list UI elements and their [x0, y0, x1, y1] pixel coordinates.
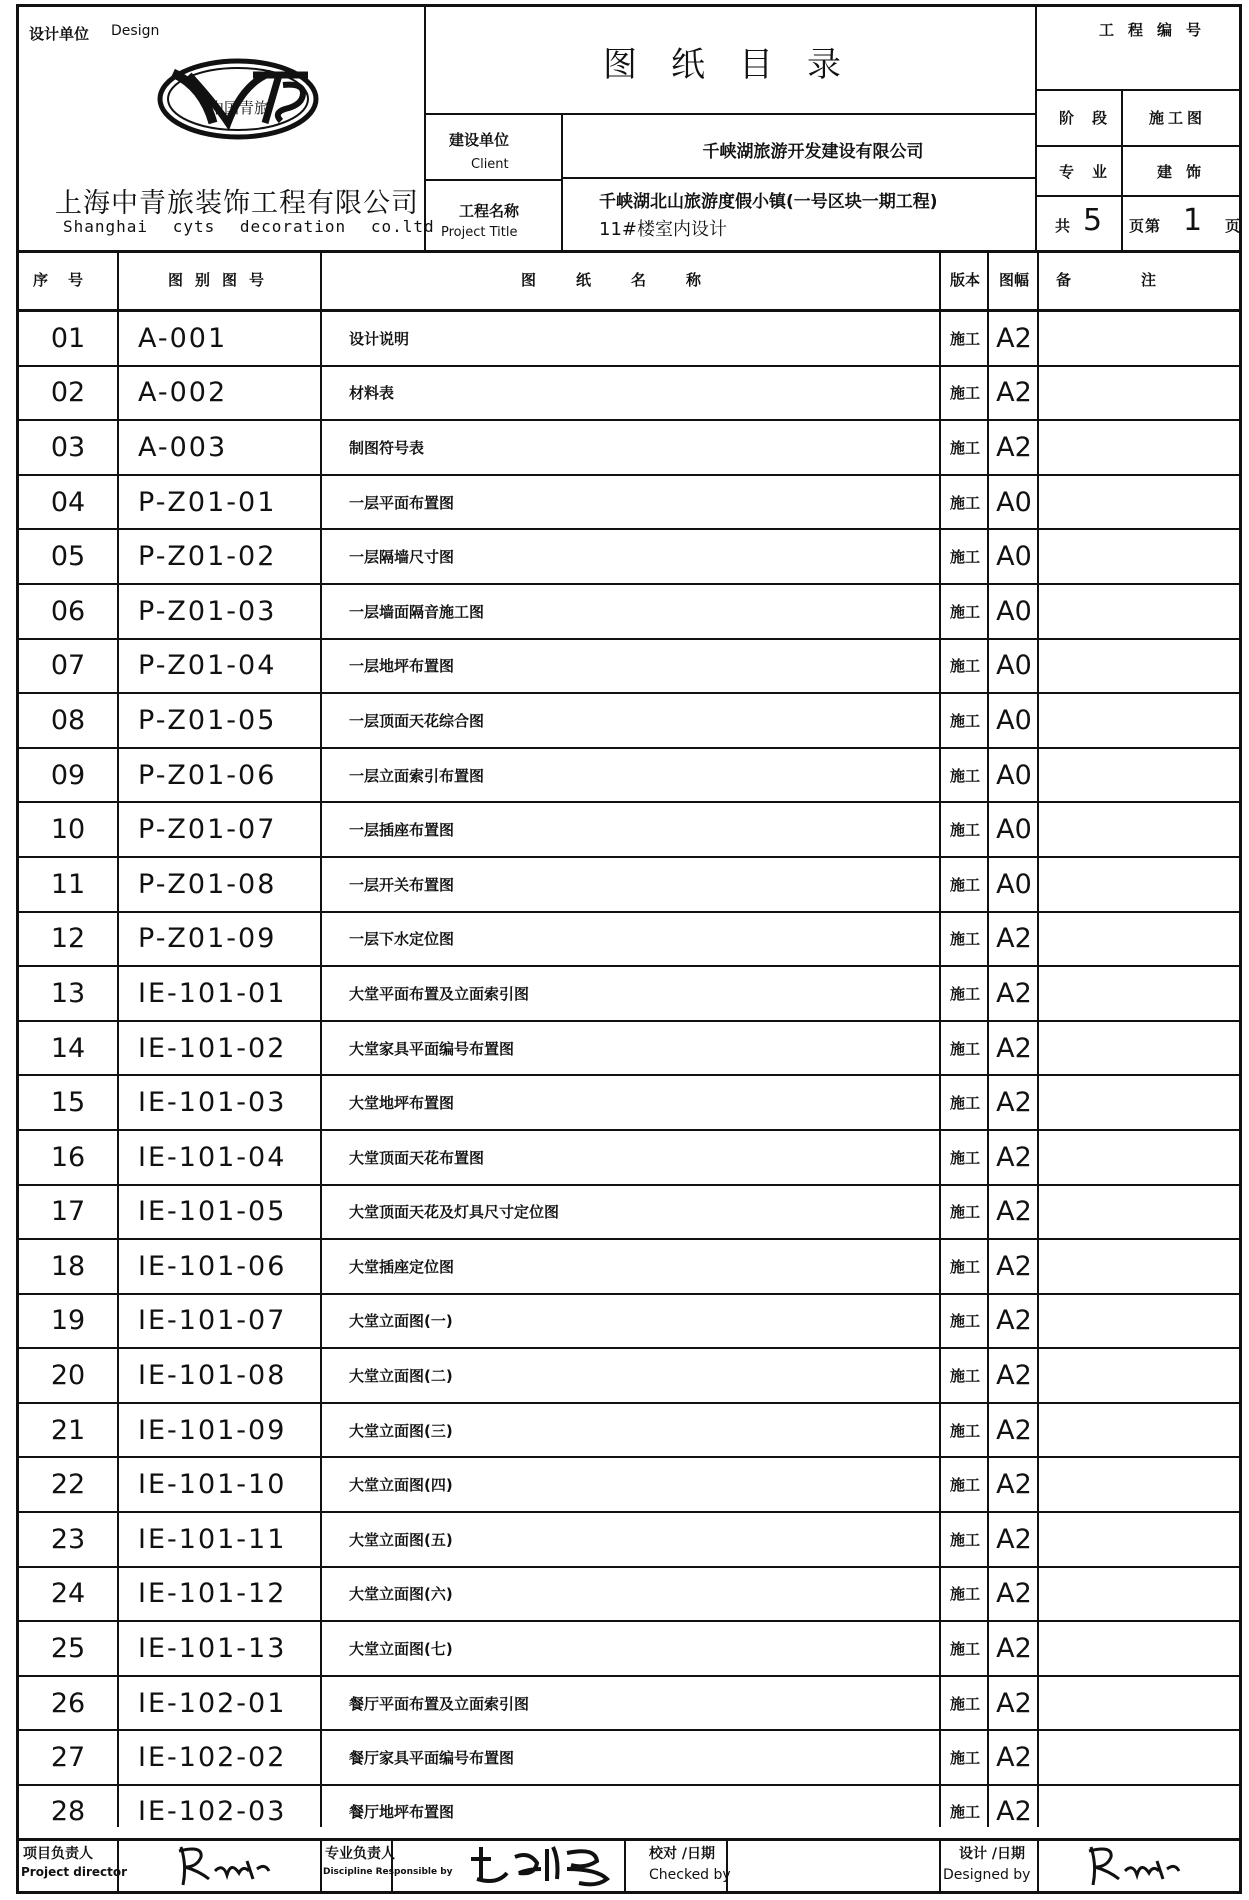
discipline-label: 专业	[1059, 163, 1126, 181]
drawing-note	[1043, 530, 1239, 583]
drawing-code: A-002	[138, 377, 228, 409]
page-number: 1	[1183, 203, 1203, 238]
drawing-sheet	[16, 4, 1242, 1894]
drawing-version: 施工	[949, 1094, 980, 1113]
drawing-code: IE-101-09	[138, 1414, 287, 1446]
row-number: 23	[50, 1523, 86, 1555]
table-row	[19, 749, 1239, 804]
drawing-code: IE-101-04	[138, 1141, 287, 1173]
drawing-name: 一层墙面隔音施工图	[349, 602, 485, 621]
company-logo	[153, 53, 323, 145]
drawing-note	[1043, 1131, 1239, 1184]
drawing-size: A2	[996, 1141, 1032, 1173]
row-number: 05	[50, 541, 86, 573]
drawing-code: P-Z01-06	[138, 759, 277, 791]
drawing-name: 大堂平面布置及立面索引图	[349, 984, 530, 1003]
drawing-name: 制图符号表	[349, 438, 425, 457]
drawing-note	[1043, 858, 1239, 911]
drawing-name: 一层插座布置图	[349, 821, 455, 840]
row-number: 22	[50, 1469, 86, 1501]
drawing-note	[1043, 640, 1239, 693]
drawing-code: P-Z01-05	[138, 704, 277, 736]
drawing-name: 大堂立面图(四)	[349, 1476, 453, 1495]
drawing-note	[1043, 585, 1239, 638]
drawing-note	[1043, 1240, 1239, 1293]
drawing-name: 一层平面布置图	[349, 493, 455, 512]
table-row	[19, 640, 1239, 695]
client-label: 建设单位	[449, 131, 510, 149]
drawing-name: 餐厅平面布置及立面索引图	[349, 1694, 530, 1713]
drawing-name: 餐厅地坪布置图	[349, 1803, 455, 1822]
drawing-code: IE-101-13	[138, 1633, 287, 1665]
drawing-code: P-Z01-09	[138, 923, 277, 955]
table-row	[19, 1677, 1239, 1732]
discipline-signature	[467, 1839, 627, 1891]
drawing-size: A0	[996, 814, 1032, 846]
table-row	[19, 1786, 1239, 1841]
drawing-name: 一层下水定位图	[349, 930, 455, 949]
drawing-size: A2	[996, 1360, 1032, 1392]
drawing-name: 材料表	[349, 384, 395, 403]
drawing-code: IE-102-02	[138, 1742, 287, 1774]
table-row	[19, 1731, 1239, 1786]
row-number: 12	[50, 923, 86, 955]
table-row	[19, 530, 1239, 585]
row-number: 03	[50, 431, 86, 463]
drawing-size: A2	[996, 1032, 1032, 1064]
drawing-note	[1043, 1022, 1239, 1075]
drawing-version: 施工	[949, 1803, 980, 1822]
table-row	[19, 1513, 1239, 1568]
drawing-note	[1043, 421, 1239, 474]
table-row	[19, 1349, 1239, 1404]
project-name-line2: 11#楼室内设计	[599, 219, 727, 240]
table-row	[19, 1568, 1239, 1623]
drawing-version: 施工	[949, 1312, 980, 1331]
project-no-label: 工程编号	[1099, 21, 1216, 39]
row-number: 18	[50, 1250, 86, 1282]
drawing-code: IE-101-05	[138, 1196, 287, 1228]
table-row	[19, 585, 1239, 640]
row-number: 25	[50, 1633, 86, 1665]
drawing-size: A2	[996, 1523, 1032, 1555]
drawing-name: 餐厅家具平面编号布置图	[349, 1749, 515, 1768]
company-name-en: Shanghai cyts decoration co.ltd	[63, 217, 435, 236]
project-name-line1: 千峡湖北山旅游度假小镇(一号区块一期工程)	[599, 192, 938, 212]
design-unit-label: 设计单位	[29, 25, 90, 43]
drawing-size: A0	[996, 595, 1032, 627]
row-number: 27	[50, 1742, 86, 1774]
drawing-version: 施工	[949, 438, 980, 457]
row-number: 21	[50, 1414, 86, 1446]
drawing-note	[1043, 1622, 1239, 1675]
drawing-code: IE-101-01	[138, 977, 287, 1009]
col-name: 图纸名称	[520, 271, 741, 289]
drawing-note	[1043, 967, 1239, 1020]
drawing-name: 一层开关布置图	[349, 875, 455, 894]
drawing-version: 施工	[949, 1148, 980, 1167]
col-version: 版本	[949, 271, 980, 289]
drawing-version: 施工	[949, 1585, 980, 1604]
drawing-code: P-Z01-01	[138, 486, 277, 518]
table-row	[19, 967, 1239, 1022]
table-row	[19, 1295, 1239, 1350]
total-label: 共	[1055, 217, 1071, 235]
drawing-version: 施工	[949, 1749, 980, 1768]
drawing-note	[1043, 1076, 1239, 1129]
drawing-name: 大堂立面图(五)	[349, 1530, 453, 1549]
table-row	[19, 803, 1239, 858]
total-pages: 5	[1083, 203, 1103, 238]
drawing-note	[1043, 749, 1239, 802]
table-row	[19, 694, 1239, 749]
drawing-size: A2	[996, 1687, 1032, 1719]
table-row	[19, 1240, 1239, 1295]
drawing-version: 施工	[949, 657, 980, 676]
drawing-code: IE-101-08	[138, 1360, 287, 1392]
drawing-name: 一层顶面天花综合图	[349, 711, 485, 730]
row-number: 16	[50, 1141, 86, 1173]
drawing-version: 施工	[949, 384, 980, 403]
drawing-size: A2	[996, 1305, 1032, 1337]
drawing-size: A0	[996, 650, 1032, 682]
row-number: 08	[50, 704, 86, 736]
drawing-size: A0	[996, 759, 1032, 791]
table-row	[19, 421, 1239, 476]
table-row	[19, 1076, 1239, 1131]
drawing-size: A0	[996, 486, 1032, 518]
table-header	[19, 253, 1239, 312]
document-title: 图纸目录	[603, 45, 875, 85]
table-row	[19, 1622, 1239, 1677]
drawing-code: IE-101-07	[138, 1305, 287, 1337]
drawing-version: 施工	[949, 1530, 980, 1549]
drawing-name: 大堂家具平面编号布置图	[349, 1039, 515, 1058]
drawing-name: 一层地坪布置图	[349, 657, 455, 676]
drawing-version: 施工	[949, 493, 980, 512]
stage-label: 阶段	[1059, 109, 1126, 127]
table-row	[19, 312, 1239, 367]
drawing-note	[1043, 694, 1239, 747]
drawing-size: A2	[996, 1250, 1032, 1282]
row-number: 09	[50, 759, 86, 791]
drawing-note	[1043, 1186, 1239, 1239]
page-unit2: 页	[1225, 217, 1241, 235]
drawing-note	[1043, 803, 1239, 856]
drawing-version: 施工	[949, 1421, 980, 1440]
drawing-code: IE-101-03	[138, 1087, 287, 1119]
page-unit: 页	[1129, 217, 1145, 235]
row-number: 10	[50, 814, 86, 846]
drawing-size: A2	[996, 1087, 1032, 1119]
drawing-size: A2	[996, 977, 1032, 1009]
table-row	[19, 476, 1239, 531]
drawing-note	[1043, 312, 1239, 365]
row-number: 19	[50, 1305, 86, 1337]
drawing-version: 施工	[949, 1257, 980, 1276]
drawing-version: 施工	[949, 1039, 980, 1058]
drawing-note	[1043, 1677, 1239, 1730]
drawing-version: 施工	[949, 1203, 980, 1222]
drawing-note	[1043, 367, 1239, 420]
drawing-name: 大堂立面图(六)	[349, 1585, 453, 1604]
drawing-size: A0	[996, 704, 1032, 736]
drawing-code: IE-102-03	[138, 1796, 287, 1828]
drawing-name: 设计说明	[349, 329, 410, 348]
drawing-size: A2	[996, 377, 1032, 409]
drawing-code: P-Z01-07	[138, 814, 277, 846]
drawing-size: A2	[996, 1414, 1032, 1446]
company-name-cn: 上海中青旅装饰工程有限公司	[55, 188, 419, 219]
drawing-version: 施工	[949, 1367, 980, 1386]
discipline-resp-label-en: Discipline Responsible by	[323, 1867, 453, 1877]
signature-block	[19, 1839, 1239, 1891]
drawing-version: 施工	[949, 1694, 980, 1713]
drawing-version: 施工	[949, 548, 980, 567]
drawing-note	[1043, 1513, 1239, 1566]
drawing-size: A2	[996, 1196, 1032, 1228]
row-number: 17	[50, 1196, 86, 1228]
drawing-name: 大堂立面图(七)	[349, 1640, 453, 1659]
drawing-size: A2	[996, 1742, 1032, 1774]
drawing-name: 大堂立面图(二)	[349, 1367, 453, 1386]
drawing-note	[1043, 1295, 1239, 1348]
designed-label: 设计 /日期	[959, 1846, 1025, 1862]
discipline-resp-label: 专业负责人	[325, 1846, 395, 1862]
drawing-note	[1043, 1786, 1239, 1838]
drawing-name: 大堂立面图(一)	[349, 1312, 453, 1331]
stage-value: 施工图	[1149, 109, 1207, 127]
drawing-note	[1043, 1349, 1239, 1402]
project-label: 工程名称	[459, 202, 520, 220]
table-row	[19, 913, 1239, 968]
table-row	[19, 1186, 1239, 1241]
table-row	[19, 367, 1239, 422]
svg-text:中国青旅: 中国青旅	[208, 99, 270, 117]
drawing-code: IE-102-01	[138, 1687, 287, 1719]
drawing-version: 施工	[949, 1640, 980, 1659]
drawing-version: 施工	[949, 766, 980, 785]
row-number: 28	[50, 1796, 86, 1828]
row-number: 11	[50, 868, 86, 900]
drawing-name: 大堂顶面天花布置图	[349, 1148, 485, 1167]
checked-label: 校对 /日期	[649, 1846, 715, 1862]
drawing-version: 施工	[949, 329, 980, 348]
drawing-code: IE-101-11	[138, 1523, 287, 1555]
col-no: 序号	[32, 271, 103, 289]
drawing-code: P-Z01-04	[138, 650, 277, 682]
drawing-note	[1043, 1404, 1239, 1457]
drawing-size: A2	[996, 1469, 1032, 1501]
drawing-size: A0	[996, 541, 1032, 573]
drawing-version: 施工	[949, 930, 980, 949]
row-number: 02	[50, 377, 86, 409]
drawing-size: A2	[996, 1578, 1032, 1610]
drawing-code: A-003	[138, 431, 228, 463]
drawing-version: 施工	[949, 602, 980, 621]
table-row	[19, 1458, 1239, 1513]
drawing-version: 施工	[949, 821, 980, 840]
drawing-list	[19, 312, 1239, 1841]
title-block	[19, 7, 1239, 253]
drawing-version: 施工	[949, 1476, 980, 1495]
drawing-name: 大堂顶面天花及灯具尺寸定位图	[349, 1203, 560, 1222]
drawing-name: 一层立面索引布置图	[349, 766, 485, 785]
checked-label-en: Checked by	[649, 1867, 731, 1883]
drawing-size: A2	[996, 322, 1032, 354]
drawing-code: P-Z01-03	[138, 595, 277, 627]
design-unit-label-en: Design	[111, 23, 160, 39]
drawing-name: 大堂插座定位图	[349, 1257, 455, 1276]
drawing-version: 施工	[949, 875, 980, 894]
client-label-en: Client	[471, 157, 509, 172]
row-number: 06	[50, 595, 86, 627]
drawing-name: 大堂地坪布置图	[349, 1094, 455, 1113]
drawing-code: P-Z01-08	[138, 868, 277, 900]
drawing-code: IE-101-06	[138, 1250, 287, 1282]
row-number: 15	[50, 1087, 86, 1119]
drawing-code: IE-101-10	[138, 1469, 287, 1501]
table-row	[19, 1022, 1239, 1077]
drawing-name: 一层隔墙尺寸图	[349, 548, 455, 567]
col-code: 图别图号	[167, 271, 276, 289]
drawing-size: A2	[996, 1633, 1032, 1665]
row-number: 13	[50, 977, 86, 1009]
drawing-note	[1043, 913, 1239, 966]
col-note: 备注	[1055, 271, 1226, 289]
row-number: 20	[50, 1360, 86, 1392]
row-number: 14	[50, 1032, 86, 1064]
project-label-en: Project Title	[441, 225, 518, 240]
col-size: 图幅	[998, 271, 1029, 289]
drawing-note	[1043, 1458, 1239, 1511]
drawing-name: 大堂立面图(三)	[349, 1421, 453, 1440]
designer-signature	[1079, 1841, 1199, 1889]
director-signature	[169, 1841, 289, 1889]
discipline-value: 建饰	[1157, 163, 1216, 181]
row-number: 26	[50, 1687, 86, 1719]
director-label-en: Project director	[21, 1865, 128, 1879]
drawing-size: A2	[996, 1796, 1032, 1828]
row-number: 04	[50, 486, 86, 518]
drawing-code: A-001	[138, 322, 228, 354]
drawing-code: P-Z01-02	[138, 541, 277, 573]
drawing-version: 施工	[949, 984, 980, 1003]
drawing-note	[1043, 1568, 1239, 1621]
table-row	[19, 1131, 1239, 1186]
drawing-size: A2	[996, 431, 1032, 463]
drawing-version: 施工	[949, 711, 980, 730]
client-name: 千峡湖旅游开发建设有限公司	[702, 142, 924, 162]
drawing-note	[1043, 1731, 1239, 1784]
drawing-size: A0	[996, 868, 1032, 900]
row-number: 07	[50, 650, 86, 682]
director-label: 项目负责人	[23, 1846, 93, 1862]
drawing-code: IE-101-12	[138, 1578, 287, 1610]
row-number: 24	[50, 1578, 86, 1610]
page-label: 第	[1145, 217, 1161, 235]
row-number: 01	[50, 322, 86, 354]
drawing-code: IE-101-02	[138, 1032, 287, 1064]
designed-label-en: Designed by	[943, 1867, 1031, 1883]
drawing-size: A2	[996, 923, 1032, 955]
table-row	[19, 858, 1239, 913]
table-row	[19, 1404, 1239, 1459]
drawing-note	[1043, 476, 1239, 529]
